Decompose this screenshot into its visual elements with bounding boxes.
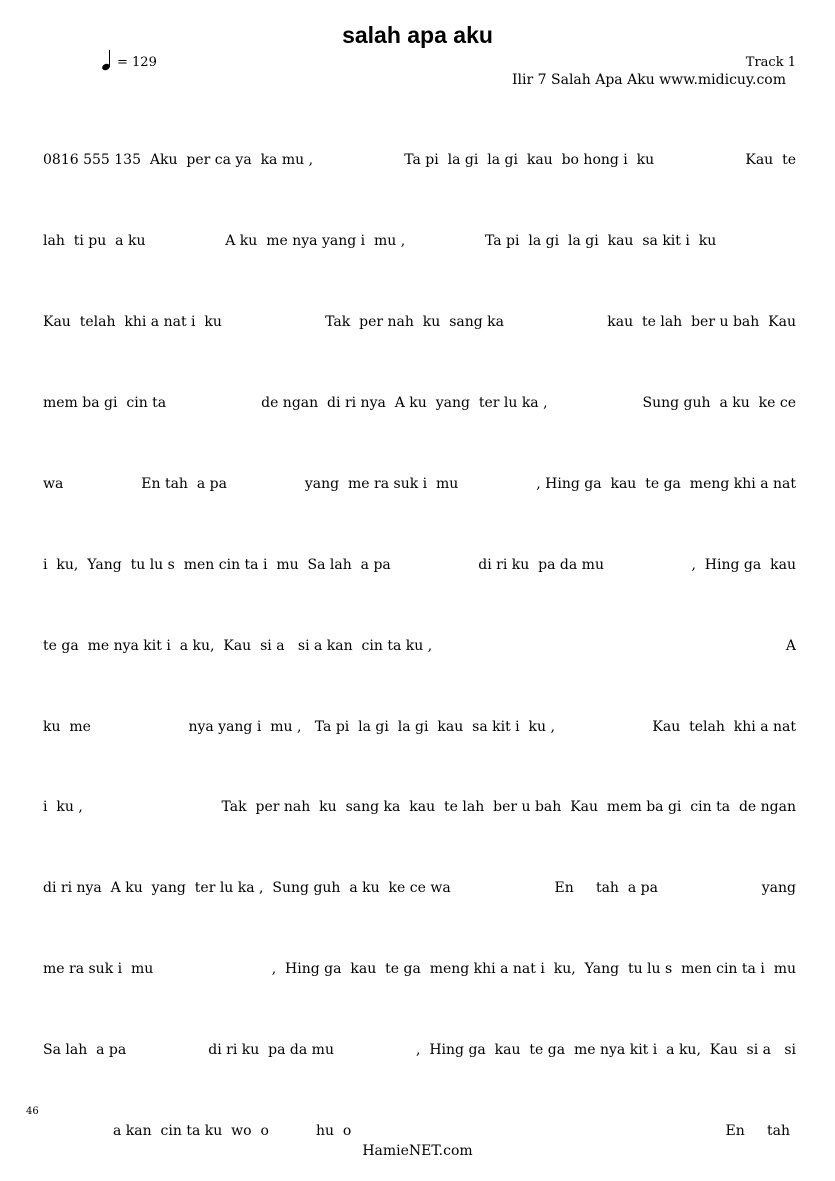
lyric-line: 0816 555 135 Aku per ca ya ka mu , Ta pi la gi la gi kau bo hong i ku Kau te: [43, 152, 796, 168]
song-title: salah apa aku: [342, 22, 493, 48]
measure-number: 46: [26, 1106, 39, 1117]
lyric-line: Kau telah khi a nat i ku Tak per nah ku sang ka kau te lah ber u bah Kau: [43, 314, 796, 330]
track-label: Track 1: [745, 55, 796, 70]
footer-credit: HamieNET.com: [362, 1143, 473, 1159]
lyric-line: lah ti pu a ku A ku me nya yang i mu , Ta pi la gi la gi kau sa kit i ku: [43, 233, 717, 249]
lyric-line: ku me nya yang i mu , Ta pi la gi la gi kau sa kit i ku , Kau telah khi a nat: [43, 719, 796, 735]
lyric-line: mem ba gi cin ta de ngan di ri nya A ku yang ter lu ka , Sung guh a ku ke ce: [43, 395, 796, 411]
tempo-marking: [101, 48, 157, 70]
lyric-line: Sa lah a pa di ri ku pa da mu , Hing ga kau te ga me nya kit i a ku, Kau si a si: [43, 1042, 796, 1058]
lyric-line: wa En tah a pa yang me ra suk i mu , Hing ga kau te ga meng khi a nat: [43, 476, 796, 492]
lyric-line: di ri nya A ku yang ter lu ka , Sung guh a ku ke ce wa En tah a pa yang: [43, 880, 796, 896]
lyric-line: i ku, Yang tu lu s men cin ta i mu Sa lah a pa di ri ku pa da mu , Hing ga kau: [43, 557, 796, 573]
lyric-line: te ga me nya kit i a ku, Kau si a si a kan cin ta ku , A: [43, 638, 796, 654]
lyric-line: me ra suk i mu , Hing ga kau te ga meng khi a nat i ku, Yang tu lu s men cin ta i mu: [43, 961, 796, 977]
lyric-line: a kan cin ta ku wo o hu o En tah: [113, 1123, 790, 1139]
source-line: Ilir 7 Salah Apa Aku www.midicuy.com: [512, 72, 786, 88]
lyric-line: i ku , Tak per nah ku sang ka kau te lah ber u bah Kau mem ba gi cin ta de ngan: [43, 799, 796, 815]
tempo-value: = 129: [117, 55, 157, 70]
quarter-note-icon: [101, 48, 117, 70]
